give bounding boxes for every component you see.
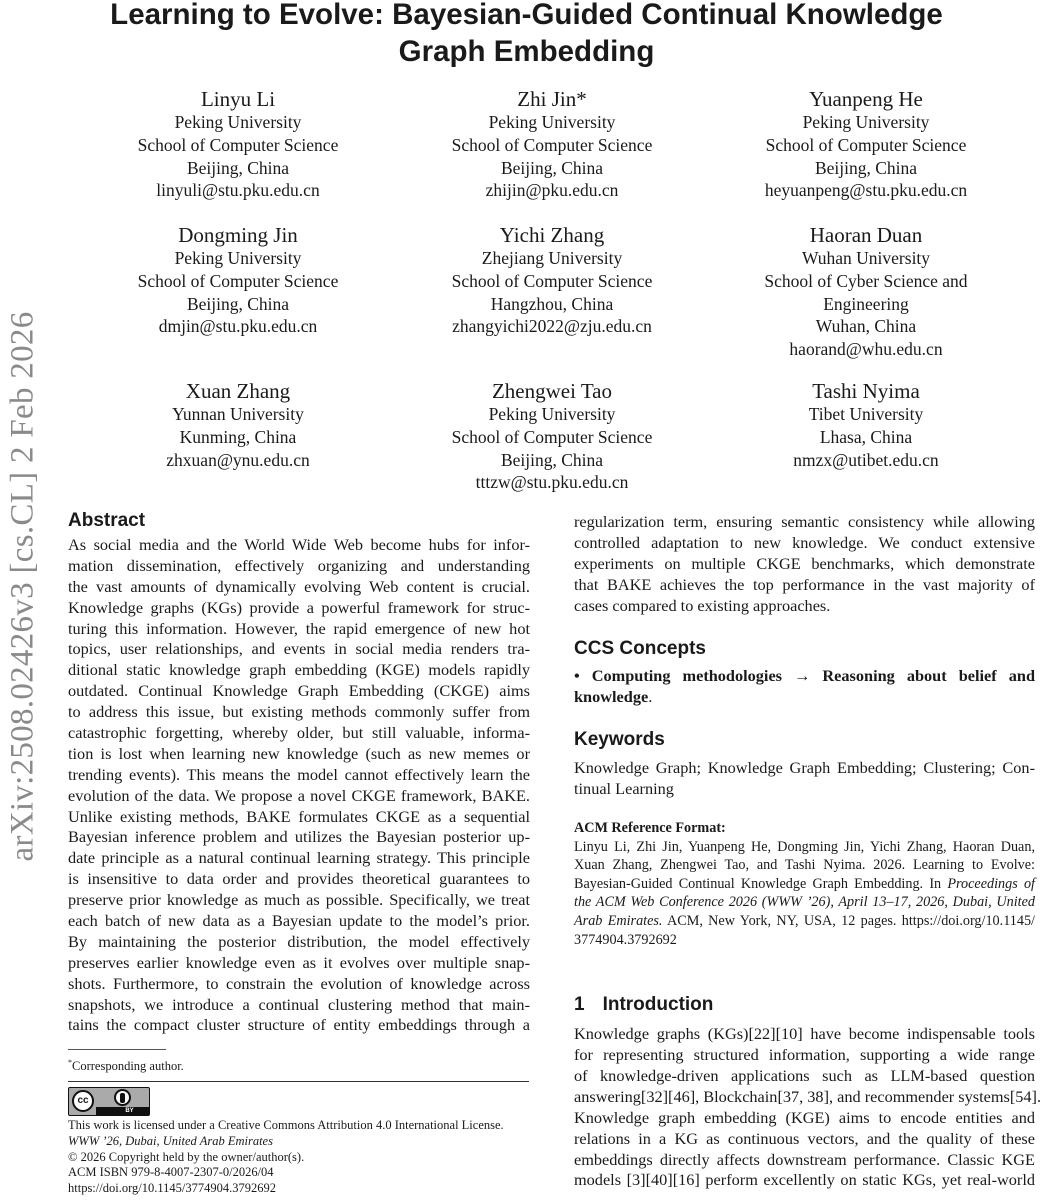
footnote-text: Corresponding author. (72, 1059, 184, 1074)
text-line: ditional static knowledge graph embedding (KGE) models rapidly (68, 660, 530, 680)
text-line: trending events). This means the model cannot effectively learn the (68, 764, 530, 784)
author-affiliation: Wuhan University (801, 248, 931, 268)
author-affiliation: School of Computer Science (451, 270, 653, 291)
author-affiliation: Zhejiang University (481, 248, 623, 268)
text-line: regularization term, ensuring semantic consistency while allowing (574, 512, 1035, 531)
acm-ref-italic: Proceedings of (947, 875, 1035, 892)
text-line: preserves earlier knowledge even as it evolves over multiple snap- (68, 952, 530, 972)
acm-ref-line: the ACM Web Conference 2026 (WWW ’26), April 13–17, 2026, Dubai, United (574, 894, 1035, 911)
acm-ref-text: Bayesian-Guided Continual Knowledge Graph Embedding. In (574, 875, 948, 892)
acm-ref-line: Linyu Li, Zhi Jin, Yuanpeng He, Dongming Jin, Yichi Zhang, Haoran Duan, (574, 838, 1035, 855)
by-label: BY (96, 1107, 149, 1115)
intro-body (574, 1024, 1042, 1191)
text-line: each batch of new data as a Bayesian update to the model’s prior. (68, 911, 530, 931)
author-email[interactable]: zhxuan@ynu.edu.cn (166, 449, 310, 470)
author-affiliation: Beijing, China (186, 157, 290, 178)
attribution-person-icon (114, 1089, 131, 1106)
text-line: Unlike existing methods, BAKE formulates CKGE as a sequential (68, 806, 530, 826)
text-line: As social media and the World Wide Web become hubs for infor- (68, 535, 530, 554)
acm-reference-heading: ACM Reference Format: (574, 820, 726, 837)
author-email[interactable]: haorand@whu.edu.cn (789, 339, 943, 360)
text-line: preserve prior knowledge as much as possible. Specifically, we treat (68, 890, 530, 910)
text-line: outdated. Continual Knowledge Graph Embedding (CKGE) aims (68, 681, 530, 701)
author-email[interactable]: tttzw@stu.pku.edu.cn (475, 472, 629, 493)
author-name: Zhengwei Tao (491, 379, 613, 403)
ccs-heading: CCS Concepts (574, 638, 706, 660)
text-line: snapshots, we introduce a continual clustering method that main- (68, 994, 530, 1014)
text-line: embeddings directly affects downstream performance. Classic KGE (574, 1149, 1035, 1169)
author-affiliation: Beijing, China (186, 293, 290, 314)
text-line: models [3][40][16] perform excellently on static KGs, yet real-world (574, 1170, 1035, 1190)
author-email[interactable]: zhangyichi2022@zju.edu.cn (452, 316, 652, 337)
text-line: answering[32][46], Blockchain[37, 38], and recommender systems[54]. (574, 1086, 1042, 1106)
acm-ref-line: Xuan Zhang, Zhengwei Tao, and Tashi Nyima. 2026. Learning to Evolve: (574, 857, 1035, 874)
right-column (574, 512, 1042, 1191)
text-line: mation dissemination, effectively organizing and understanding (68, 555, 530, 575)
license-block (68, 1118, 504, 1197)
author-affiliation: School of Computer Science (765, 134, 967, 155)
footnote-divider (68, 1049, 166, 1050)
author-affiliation: School of Computer Science (137, 134, 339, 155)
author-name: Xuan Zhang (185, 379, 291, 403)
keywords-heading: Keywords (574, 729, 665, 751)
author-name: Zhi Jin* (517, 87, 587, 111)
title-line: Learning to Evolve: Bayesian-Guided Continual Knowledge (110, 0, 943, 31)
text-line: By maintaining the posterior distribution, the model effectively (68, 931, 530, 951)
text-line: of knowledge-driven applications such as LLM-based question (574, 1065, 1035, 1085)
author-name: Linyu Li (200, 87, 276, 111)
author-affiliation: Beijing, China (500, 449, 604, 470)
author-block (706, 222, 1026, 361)
ccs-period: . (648, 687, 653, 707)
author-affiliation: Hangzhou, China (490, 293, 614, 314)
section-title: Introduction (602, 994, 714, 1016)
abstract-body (68, 535, 530, 1036)
author-affiliation: Lhasa, China (819, 426, 913, 447)
keywords-line: Knowledge Graph; Knowledge Graph Embedding; Clustering; Con- (574, 758, 1035, 778)
intro-heading (574, 993, 1035, 1017)
cc-by-badge[interactable] (68, 1087, 150, 1116)
text-line: for representing structured information, supporting a wide range (574, 1045, 1035, 1065)
author-affiliation: Tibet University (808, 404, 924, 424)
text-line: turing this information. However, the rapid emergence of new hot (68, 618, 530, 638)
acm-ref-italic: Arab Emirates. (574, 912, 663, 929)
author-affiliation: Engineering (823, 293, 909, 314)
author-name: Yuanpeng He (809, 87, 923, 111)
author-affiliation: School of Computer Science (137, 270, 339, 291)
author-block (392, 222, 712, 338)
text-line: shots. Furthermore, to constrain the evolution of knowledge across (68, 973, 530, 993)
text-line: evolution of the data. We propose a novel CKGE framework, BAKE. (68, 785, 530, 805)
acm-reference (574, 819, 1035, 949)
copyright-text: © 2026 Copyright held by the owner/author(s). (68, 1149, 305, 1164)
author-block (706, 378, 1026, 471)
author-affiliation: Peking University (488, 404, 616, 424)
acm-ref-link[interactable]: ACM, New York, NY, USA, 12 pages. https://doi.org/10.1145/ (662, 912, 1035, 929)
author-affiliation: Wuhan, China (815, 316, 917, 337)
author-email[interactable]: dmjin@stu.pku.edu.cn (158, 316, 318, 337)
text-line: Knowledge graphs (KGs) provide a powerful framework for struc- (68, 597, 530, 617)
author-affiliation: Peking University (802, 112, 930, 132)
paper-title (0, 0, 1053, 70)
footnote-mark: * (68, 1058, 72, 1067)
author-block (392, 378, 712, 494)
text-line: tains the compact cluster structure of entity embeddings through a (68, 1015, 530, 1035)
author-affiliation: Beijing, China (814, 157, 918, 178)
acm-ref-line (574, 912, 1035, 931)
text-line: catastrophic forgetting, whereby older, but still valuable, informa- (68, 723, 530, 743)
text-line: Knowledge graphs (KGs)[22][10] have become indispensable tools (574, 1024, 1035, 1044)
author-email[interactable]: nmzx@utibet.edu.cn (793, 449, 939, 470)
license-text: This work is licensed under a Creative Commons Attribution 4.0 International License. (68, 1118, 504, 1132)
acm-ref-line (574, 875, 1035, 894)
author-name: Haoran Duan (809, 223, 923, 247)
ccs-concept: • Computing methodologies → Reasoning about belief and (574, 666, 1035, 686)
text-line: Bayesian inference problem and utilizes the Bayesian posterior up- (68, 827, 530, 847)
section-number: 1 (574, 994, 585, 1016)
author-email[interactable]: heyuanpeng@stu.pku.edu.cn (764, 180, 968, 201)
text-line: topics, user relationships, and events in social media renders tra- (68, 639, 530, 659)
abstract-continued (574, 512, 1035, 616)
text-line: tion is lost when learning new knowledge (such as new memes or (68, 743, 530, 763)
venue-text: WWW ’26, Dubai, United Arab Emirates (68, 1133, 273, 1148)
author-affiliation: School of Cyber Science and (764, 270, 968, 291)
author-affiliation: Beijing, China (500, 157, 604, 178)
isbn-text: ACM ISBN 979-8-4007-2307-0/2026/04 (68, 1165, 274, 1180)
arxiv-identifier[interactable]: arXiv:2508.02426v3 [cs.CL] 2 Feb 2026 (4, 311, 41, 862)
title-line: Graph Embedding (398, 35, 655, 68)
abstract-heading: Abstract (68, 510, 146, 531)
author-affiliation: Peking University (174, 248, 302, 268)
text-line: is insensitive to data order and provides theoretical guarantees to (68, 869, 530, 889)
text-line: cases compared to existing approaches. (574, 595, 831, 615)
abstract-section (68, 509, 530, 1036)
author-affiliation: Kunming, China (179, 426, 297, 447)
author-block (78, 86, 398, 202)
author-name: Tashi Nyima (812, 379, 920, 403)
author-block (706, 86, 1026, 202)
text-line: experiments on multiple CKGE benchmarks, which demonstrate (574, 553, 1035, 573)
cc-icon: cc (72, 1090, 94, 1112)
author-name: Dongming Jin (178, 223, 298, 247)
author-block (78, 222, 398, 338)
text-line: to address this issue, but existing methods commonly suffer from (68, 702, 530, 722)
author-block (78, 378, 398, 471)
ccs-term: knowledge (574, 687, 649, 707)
author-affiliation: School of Computer Science (451, 426, 653, 447)
text-line: relations in a KG as continuous vectors, and the quality of these (574, 1128, 1035, 1148)
author-affiliation: School of Computer Science (451, 134, 653, 155)
doi-link[interactable]: https://doi.org/10.1145/3774904.3792692 (68, 1181, 276, 1196)
footnote (68, 1055, 184, 1075)
author-affiliation: Peking University (174, 112, 302, 132)
ccs-concept-cont (574, 687, 1035, 708)
text-line: controlled adaptation to new knowledge. We conduct extensive (574, 532, 1035, 552)
text-line: that BAKE achieves the top performance in the vast majority of (574, 574, 1035, 594)
acm-ref-line[interactable]: 3774904.3792692 (574, 931, 677, 948)
author-name: Yichi Zhang (499, 223, 605, 247)
author-block (392, 86, 712, 202)
keywords-line: tinual Learning (574, 779, 674, 799)
text-line: the vast amounts of dynamically evolving Web content is crucial. (68, 576, 530, 596)
author-email[interactable]: linyuli@stu.pku.edu.cn (156, 180, 320, 201)
text-line: Knowledge graph embedding (KGE) aims to encode entities and (574, 1107, 1035, 1127)
text-line: date principle as a natural continual learning strategy. This principle (68, 848, 530, 868)
author-email[interactable]: zhijin@pku.edu.cn (485, 180, 619, 201)
author-affiliation: Yunnan University (172, 404, 304, 424)
author-affiliation: Peking University (488, 112, 616, 132)
license-divider (68, 1081, 529, 1082)
